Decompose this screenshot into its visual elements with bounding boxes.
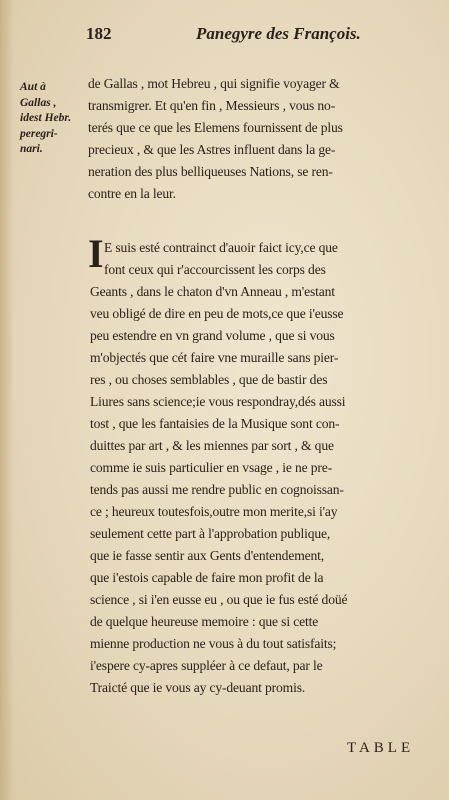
text-line: seulement cette part à l'approbation publique, xyxy=(90,526,331,541)
text-line: transmigrer. Et qu'en fin , Messieurs , vous no- xyxy=(88,98,336,113)
text-line: veu obligé de dire en peu de mots,ce que i'eusse xyxy=(90,306,344,321)
text-line: precieux , & que les Astres influent dans la ge- xyxy=(88,142,336,157)
text-line: Geants , dans le chaton d'vn Anneau , m'estant xyxy=(90,284,335,299)
text-line: contre en la leur. xyxy=(88,186,176,201)
marginal-note-line: peregri- xyxy=(20,127,58,140)
text-line: que ie fasse sentir aux Gents d'entendement, xyxy=(90,548,325,563)
marginal-note-line: nari. xyxy=(20,143,43,155)
text-line: de quelque heureuse memoire : que si cette xyxy=(90,614,319,629)
text-line: E suis esté contrainct d'auoir faict icy,ce que xyxy=(104,240,338,255)
text-line: duittes par art , & les miennes par sort , & que xyxy=(90,438,334,453)
text-line: de Gallas , mot Hebreu , qui signifie voyager & xyxy=(88,76,340,91)
page-number: 182 xyxy=(86,24,112,43)
marginal-note-line: Aut à xyxy=(20,81,46,93)
text-line: comme ie suis particulier en vsage , ie ne pre- xyxy=(90,460,333,475)
text-line: m'objectés que cét faire vne muraille sans pier- xyxy=(90,350,339,365)
text-line: i'espere cy-apres suppléer à ce defaut, par le xyxy=(90,658,323,673)
catchword: TABLE xyxy=(347,740,415,756)
page-header xyxy=(86,24,426,48)
text-line: font ceux qui r'accourcissent les corps des xyxy=(104,262,326,277)
text-line: terés que ce que les Elemens fournissent de plus xyxy=(88,120,343,135)
marginal-note-line: idest Hebr. xyxy=(20,112,72,124)
text-line: ce ; heureux toutesfois,outre mon merite,si i'ay xyxy=(90,504,338,519)
text-line: res , ou choses semblables , que de bastir des xyxy=(90,372,328,387)
drop-capital: I xyxy=(88,231,104,276)
text-line: Traicté que ie vous ay cy-deuant promis. xyxy=(90,680,306,695)
page-gutter-shadow xyxy=(0,0,14,800)
marginal-note xyxy=(20,80,82,158)
text-line: peu estendre en vn grand volume , que si vous xyxy=(90,328,335,343)
text-line: que i'estois capable de faire mon profit de la xyxy=(90,570,324,585)
text-line: neration des plus belliqueuses Nations, se ren- xyxy=(88,164,333,179)
running-title: Panegyre des François. xyxy=(196,24,361,43)
text-line: tost , que les fantaisies de la Musique sont con- xyxy=(90,416,340,431)
text-line: tends pas aussi me rendre public en cognoissan- xyxy=(90,482,344,497)
text-line: mienne production ne vous à du tout satisfaits; xyxy=(90,636,337,651)
text-line: science , si i'en eusse eu , ou que ie fus esté doüé xyxy=(90,592,348,607)
text-line: Liures sans science;ie vous respondray,dés aussi xyxy=(90,394,346,409)
marginal-note-line: Gallas , xyxy=(20,96,57,109)
